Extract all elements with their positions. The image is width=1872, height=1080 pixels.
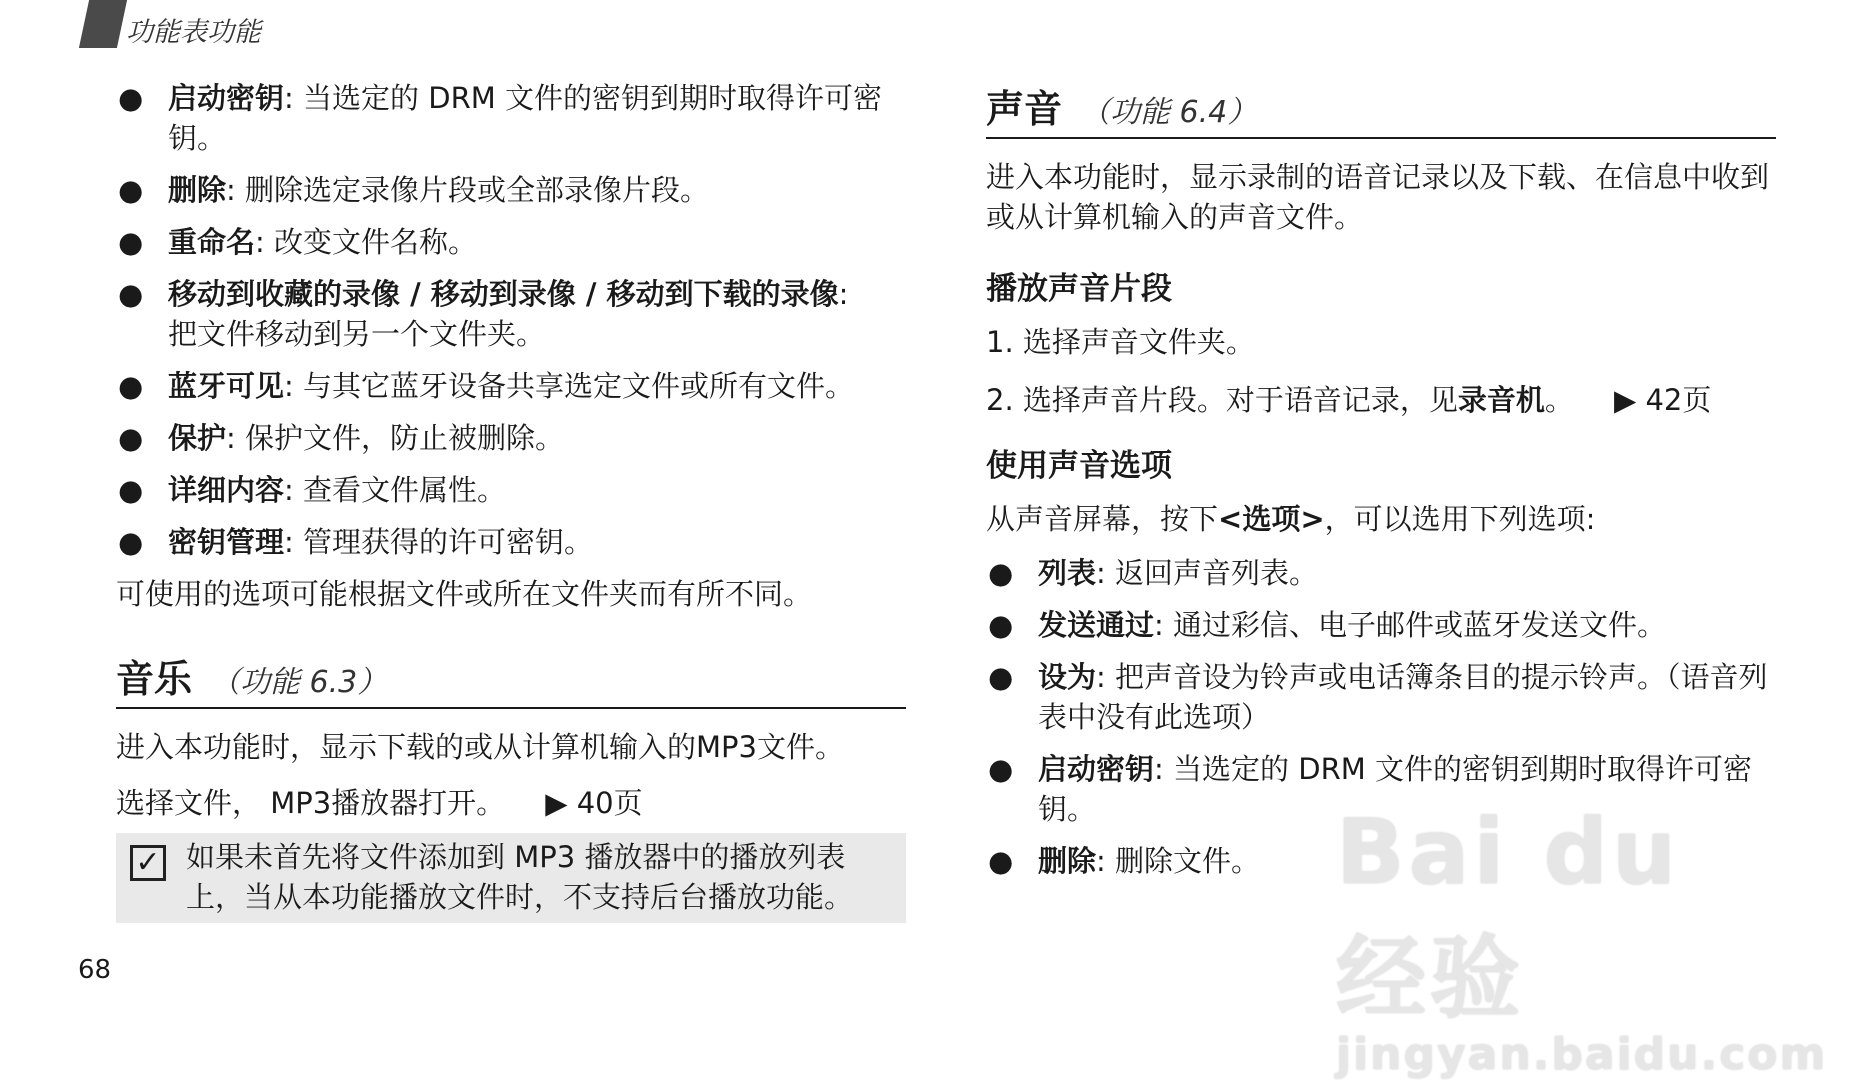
- list-item: ● 删除: 删除选定录像片段或全部录像片段。: [118, 173, 710, 207]
- list-item: 2. 选择声音片段。对于语音记录，见录音机。 ▶ 42页: [986, 383, 1712, 417]
- list-item: ● 蓝牙可见: 与其它蓝牙设备共享选定文件或所有文件。: [118, 369, 855, 403]
- list-item: ● 发送通过: 通过彩信、电子邮件或蓝牙发送文件。: [988, 608, 1667, 642]
- music-select-text: 选择文件， MP3播放器打开。 ▶ 40页: [116, 786, 643, 820]
- sound-intro: 进入本功能时，显示录制的语音记录以及下载、在信息中收到或从计算机输入的声音文件。: [986, 160, 1770, 234]
- steps-list: [986, 322, 1776, 420]
- list-item: ● 启动密钥: 当选定的 DRM 文件的密钥到期时取得许可密钥。: [118, 81, 882, 155]
- list-item: ● 设为: 把声音设为铃声或电话簿条目的提示铃声。（语音列表中没有此选项）: [988, 660, 1768, 734]
- list-item: ● 启动密钥: 当选定的 DRM 文件的密钥到期时取得许可密钥。: [988, 752, 1752, 826]
- list-item: ● 重命名: 改变文件名称。: [118, 225, 478, 259]
- left-option-list: [116, 78, 906, 562]
- options-note: 可使用的选项可能根据文件或所在文件夹而有所不同。: [116, 577, 813, 611]
- left-column: [116, 78, 906, 923]
- checkbox-icon: ✓: [130, 845, 166, 881]
- page-number: 68: [78, 955, 112, 985]
- options-intro: 从声音屏幕，按下<选项>，可以选用下列选项:: [986, 502, 1596, 536]
- header-bar: [79, 0, 127, 48]
- music-intro: 进入本功能时，显示下载的或从计算机输入的MP3文件。: [116, 730, 844, 764]
- list-item: ● 详细内容: 查看文件属性。: [118, 473, 507, 507]
- page-ref: ▶ 40页: [545, 786, 643, 820]
- page-ref: ▶ 42页: [1613, 383, 1712, 417]
- list-item: ● 列表: 返回声音列表。: [988, 556, 1319, 590]
- list-item: 1. 选择声音文件夹。: [986, 325, 1255, 359]
- note-box: [116, 833, 906, 923]
- watermark-logo: Bai du 经验 jingyan.baidu.com: [1336, 800, 1828, 1080]
- subheading-play: 播放声音片段: [986, 271, 1172, 307]
- note-text: 如果未首先将文件添加到 MP3 播放器中的播放列表上，当从本功能播放文件时，不支持后台播放功能。: [186, 840, 854, 914]
- list-item: ● 保护: 保护文件，防止被删除。: [118, 421, 565, 455]
- list-item: ● 删除: 删除文件。: [988, 844, 1261, 878]
- section-title-sound: 声音 （功能 6.4）: [986, 78, 1776, 139]
- subheading-options: 使用声音选项: [986, 448, 1172, 484]
- running-header: 功能表功能: [126, 17, 261, 48]
- list-item: ● 密钥管理: 管理获得的许可密钥。: [118, 525, 594, 559]
- list-item: ● 移动到收藏的录像 / 移动到录像 / 移动到下载的录像: 把文件移动到另一个文件夹。: [118, 277, 849, 351]
- right-column: [986, 78, 1776, 893]
- section-title-music: 音乐 （功能 6.3）: [116, 648, 906, 709]
